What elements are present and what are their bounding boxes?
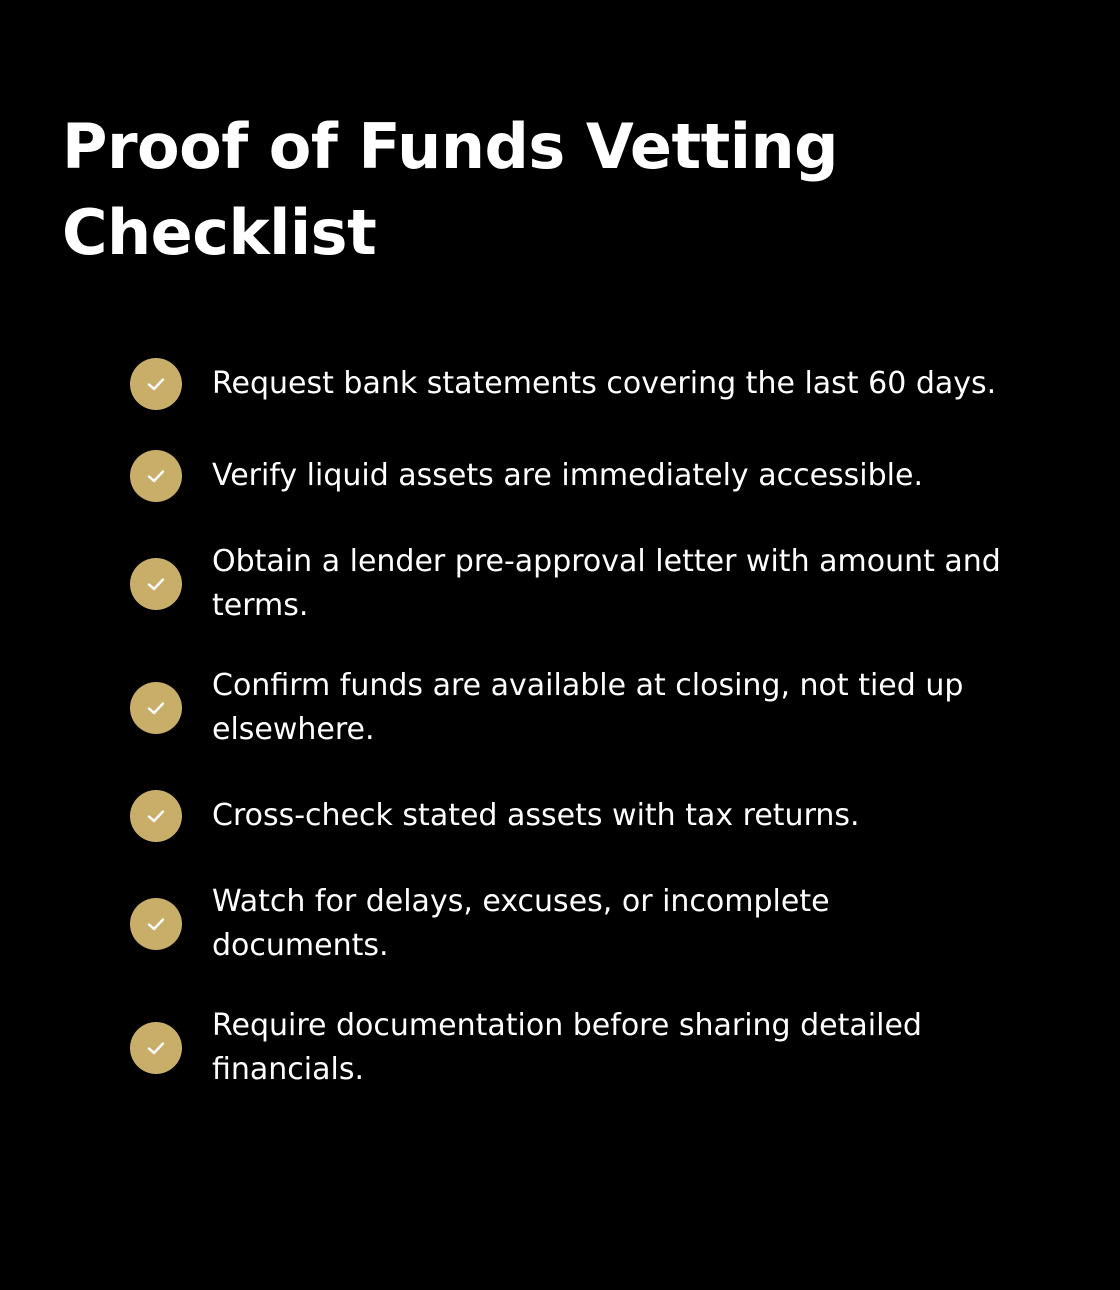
checklist-item-label: Cross-check stated assets with tax returns. (212, 798, 860, 833)
checklist (130, 356, 1030, 1128)
checklist-item (130, 356, 1030, 412)
check-icon (130, 898, 182, 950)
checklist-item (130, 664, 1030, 752)
checklist-item-label: Verify liquid assets are immediately accessible. (212, 458, 924, 493)
checklist-item (130, 788, 1030, 844)
page-title: Proof of Funds Vetting Checklist (62, 110, 839, 269)
check-icon (130, 790, 182, 842)
checklist-item (130, 540, 1030, 628)
check-icon (130, 558, 182, 610)
checklist-item-label: Watch for delays, excuses, or incomplete documents. (212, 884, 830, 963)
check-icon (130, 450, 182, 502)
checklist-item-label: Confirm funds are available at closing, not tied up elsewhere. (212, 668, 964, 747)
checklist-item (130, 1004, 1030, 1092)
check-icon (130, 1022, 182, 1074)
checklist-item (130, 448, 1030, 504)
checklist-item-label: Request bank statements covering the last 60 days. (212, 366, 997, 401)
check-icon (130, 358, 182, 410)
checklist-item-label: Obtain a lender pre-approval letter with amount and terms. (212, 544, 1001, 623)
checklist-item-label: Require documentation before sharing detailed financials. (212, 1008, 922, 1087)
checklist-item (130, 880, 1030, 968)
check-icon (130, 682, 182, 734)
